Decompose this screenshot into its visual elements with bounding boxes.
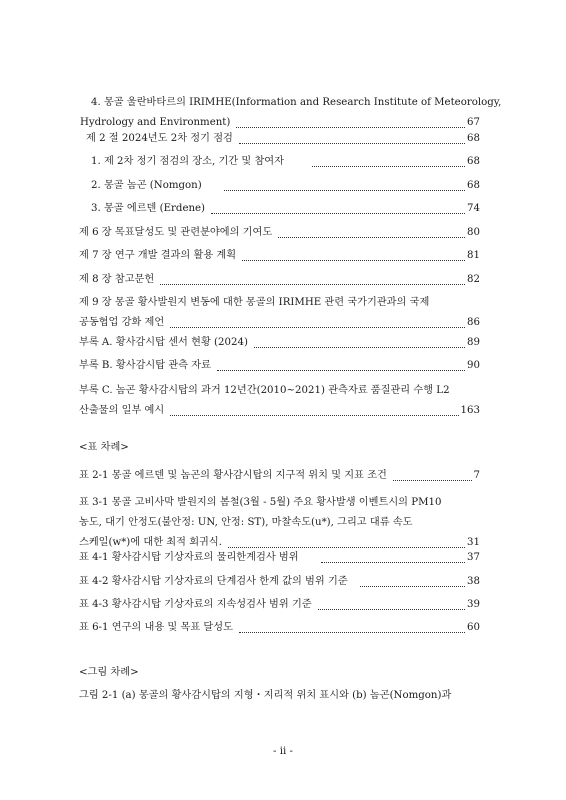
dot-leader — [160, 283, 465, 285]
toc-entry-text: 3. 몽골 에르덴 (Erdene) — [91, 203, 206, 214]
table-list-page-number: 31 — [467, 537, 480, 548]
toc-page-number: 81 — [467, 250, 480, 261]
table-list-entry[interactable] — [79, 618, 480, 638]
toc-page-number: 89 — [467, 337, 480, 348]
tables-heading: <표 차례> — [79, 442, 129, 453]
table-list-entry[interactable] — [79, 595, 480, 615]
dot-leader — [393, 479, 472, 481]
table-list-page-number: 38 — [467, 576, 480, 587]
toc-page-number: 86 — [467, 317, 480, 328]
table-list-entry[interactable] — [79, 572, 480, 592]
table-list-entry-text: 표 4-1 황사감시탑 기상자료의 물리한계검사 범위 — [79, 552, 299, 563]
toc-page-number: 163 — [460, 405, 480, 416]
dot-leader — [224, 189, 465, 191]
toc-page-number: 74 — [467, 203, 480, 214]
toc-page-number: 82 — [467, 274, 480, 285]
page-number-footer: - ii - — [273, 746, 293, 757]
dot-leader — [254, 346, 465, 348]
figure-list-entry-text: 그림 2-1 (a) 몽골의 황사감시탑의 지형・지리적 위치 표시와 (b) 놈곤(Nomgon)과 — [79, 690, 452, 701]
toc-entry-text: 제 7 장 연구 개발 결과의 활용 계획 — [79, 250, 237, 261]
dot-leader — [242, 259, 465, 261]
toc-entry[interactable] — [79, 246, 480, 266]
dot-leader — [170, 414, 458, 416]
dot-leader — [239, 631, 465, 633]
figures-heading: <그림 차례> — [79, 667, 139, 678]
toc-entry-text: 공동협업 강화 제언 — [79, 317, 165, 328]
toc-entry-text: 제 9 장 몽골 황사발원지 변동에 대한 몽골의 IRIMHE 관련 국가기관과의 국제 — [79, 297, 430, 308]
toc-page-number: 80 — [467, 227, 480, 238]
table-list-entry-text: 표 3-1 몽골 고비사막 발원지의 봄철(3월 - 5월) 주요 황사발생 이벤트시의 PM10 — [79, 497, 442, 508]
toc-entry[interactable] — [80, 93, 502, 133]
toc-entry[interactable] — [86, 129, 480, 149]
toc-entry-text: 제 8 장 참고문헌 — [79, 274, 155, 285]
toc-entry-text: 제 2 절 2024년도 2차 정기 점검 — [86, 133, 233, 144]
toc-entry[interactable] — [91, 199, 480, 219]
table-list-entry[interactable] — [79, 466, 480, 486]
figure-list-entry[interactable] — [79, 686, 480, 706]
dot-leader — [321, 561, 465, 563]
toc-entry-text: Hydrology and Environment) — [80, 117, 231, 128]
dot-leader — [170, 326, 465, 328]
toc-entry-text: 부록 C. 놈곤 황사감시탑의 과거 12년간(2010~2021) 관측자료 품질관리 수행 L2 — [79, 385, 450, 396]
table-list-entry-text: 표 4-2 황사감시탑 기상자료의 단계검사 한계 값의 범위 기준 — [79, 576, 348, 587]
toc-page-number: 68 — [467, 133, 480, 144]
toc-entry[interactable] — [79, 293, 480, 333]
dot-leader — [236, 126, 465, 128]
table-list-page-number: 60 — [467, 622, 480, 633]
dot-leader — [211, 212, 465, 214]
table-list-entry[interactable] — [79, 548, 480, 568]
table-list-entry-text: 표 2-1 몽골 에르덴 및 놈곤의 황사감시탑의 지구적 위치 및 지표 조건 — [79, 470, 387, 481]
table-list-page-number: 37 — [467, 552, 480, 563]
toc-entry-text: 제 6 장 목표달성도 및 관련분야에의 기여도 — [79, 227, 273, 238]
table-list-entry-text: 표 4-3 황사감시탑 기상자료의 지속성검사 범위 기준 — [79, 599, 312, 610]
toc-entry[interactable] — [91, 176, 480, 196]
toc-entry[interactable] — [79, 270, 480, 290]
dot-leader — [312, 165, 465, 167]
toc-entry-text: 1. 제 2차 정기 점검의 장소, 기간 및 참여자 — [91, 156, 284, 167]
toc-entry-text: 부록 B. 황사감시탑 관측 자료 — [79, 360, 211, 371]
toc-entry[interactable] — [79, 223, 480, 243]
toc-entry[interactable] — [79, 356, 480, 376]
table-list-entry-text: 스케일(w*)에 대한 최적 회귀식. — [79, 537, 222, 548]
table-list-page-number: 39 — [467, 599, 480, 610]
toc-entry-text: 2. 몽골 놈곤 (Nomgon) — [91, 180, 202, 191]
dot-leader — [318, 608, 465, 610]
dot-leader — [278, 236, 465, 238]
table-list-entry-text: 표 6-1 연구의 내용 및 목표 달성도 — [79, 622, 233, 633]
toc-page-number: 67 — [467, 117, 480, 128]
toc-entry-text: 4. 몽골 울란바타르의 IRIMHE(Information and Research Institute of Meteorology, — [91, 97, 502, 108]
toc-entry[interactable] — [79, 381, 480, 421]
dot-leader — [217, 369, 465, 371]
table-list-page-number: 7 — [473, 470, 480, 481]
toc-page-number: 68 — [467, 180, 480, 191]
table-list-entry-text: 농도, 대기 안정도(불안정: UN, 안정: ST), 마찰속도(u*), 그리고 대류 속도 — [79, 517, 413, 528]
dot-leader — [360, 585, 465, 587]
toc-entry[interactable] — [91, 152, 480, 172]
table-list-entry[interactable] — [79, 493, 480, 553]
toc-entry-text: 산출물의 일부 예시 — [79, 405, 165, 416]
dot-leader — [239, 142, 465, 144]
toc-page-number: 68 — [467, 156, 480, 167]
toc-entry[interactable] — [79, 333, 480, 353]
toc-entry-text: 부록 A. 황사감시탑 센서 현황 (2024) — [79, 337, 248, 348]
toc-page-number: 90 — [467, 360, 480, 371]
